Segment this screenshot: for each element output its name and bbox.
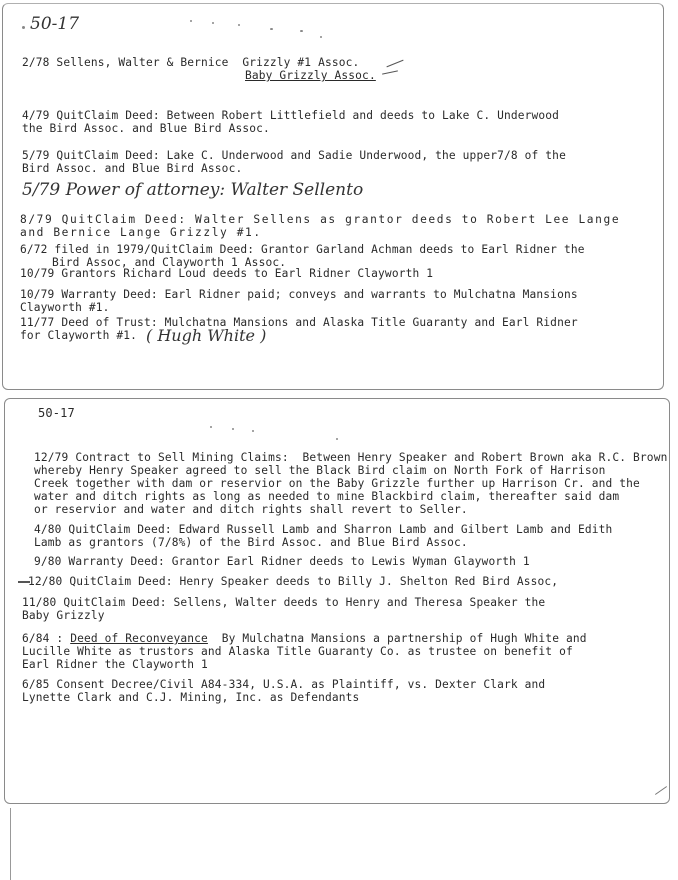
- entry-1979-quitclaim-underwood: 5/79 QuitClaim Deed: Lake C. Underwood and Sadie Underwood, the upper7/8 of the: [22, 149, 566, 162]
- entry-1980-warranty-ridner: 9/80 Warranty Deed: Grantor Earl Ridner deeds to Lewis Wyman Glayworth 1: [34, 555, 530, 568]
- entry-1977-deed-of-trust: 11/77 Deed of Trust: Mulchatna Mansions and Alaska Title Guaranty and Earl Ridner: [20, 316, 578, 329]
- entry-1980-quitclaim-lamb-cont: Lamb as grantors (7/8%) of the Bird Assoc. and Blue Bird Assoc.: [34, 536, 468, 549]
- entry-1972-filed-1979-cont: Bird Assoc, and Clayworth 1 Assoc.: [52, 256, 287, 269]
- entry-1979-quitclaim-littlefield: 4/79 QuitClaim Deed: Between Robert Littlefield and deeds to Lake C. Underwood: [22, 109, 560, 122]
- entry-1978-sellens-cont: Baby Grizzly Assoc.: [245, 69, 376, 82]
- entry-1979-warranty-ridner-cont: Clayworth #1.: [20, 301, 110, 314]
- entry-1980-quitclaim-speaker: 12/80 QuitClaim Deed: Henry Speaker deeds to Billy J. Shelton Red Bird Assoc,: [28, 575, 559, 588]
- entry-1984-line-2: Lucille White as trustors and Alaska Title Guaranty Co. as trustee on benefit of: [22, 645, 573, 658]
- handwritten-power-of-attorney: 5/79 Power of attorney: Walter Sellento: [22, 180, 364, 200]
- entry-1984-title: Deed of Reconveyance: [70, 632, 208, 645]
- entry-1979-warranty-ridner: 10/79 Warranty Deed: Earl Ridner paid; conveys and warrants to Mulchatna Mansions: [20, 288, 578, 301]
- entry-1984-text: By Mulchatna Mansions a partnership of Hugh White and: [207, 632, 587, 645]
- entry-1979-grantors-loud: 10/79 Grantors Richard Loud deeds to Earl Ridner Clayworth 1: [20, 267, 434, 280]
- entry-1977-deed-of-trust-cont: for Clayworth #1.: [20, 329, 138, 342]
- entry-1984-line-3: Earl Ridner the Clayworth 1: [22, 658, 208, 671]
- handwritten-hugh-white: ( Hugh White ): [146, 326, 267, 345]
- entry-1972-filed-1979: 6/72 filed in 1979/QuitClaim Deed: Grantor Garland Achman deeds to Earl Ridner the: [20, 243, 585, 256]
- entry-1979-contract-sell-mining-claims: 12/79 Contract to Sell Mining Claims: Between Henry Speaker and Robert Brown aka R.C. Brown: [34, 451, 668, 464]
- card-top-file-number: 50-17: [30, 14, 80, 34]
- entry-1979-contract-line-3: Creek together with dam or reservior on the Baby Grizzle further up Harrison Cr. and the: [34, 477, 640, 490]
- entry-1979-contract-line-2: whereby Henry Speaker agreed to sell the Black Bird claim on North Fork of Harrison: [34, 464, 606, 477]
- entry-1985-consent-decree-cont: Lynette Clark and C.J. Mining, Inc. as Defendants: [22, 691, 360, 704]
- entry-1985-consent-decree: 6/85 Consent Decree/Civil A84-334, U.S.A. as Plaintiff, vs. Dexter Clark and: [22, 678, 546, 691]
- entry-1979-quitclaim-underwood-cont: Bird Assoc. and Blue Bird Assoc.: [22, 162, 243, 175]
- entry-1979-quitclaim-sellens-cont: and Bernice Lange Grizzly #1.: [20, 226, 262, 239]
- entry-1979-contract-line-5: or reservior and water and ditch rights shall revert to Seller.: [34, 503, 468, 516]
- entry-1984-date: 6/84 :: [22, 632, 71, 645]
- entry-1984-deed-of-reconveyance: [22, 632, 587, 645]
- entry-1979-quitclaim-littlefield-cont: the Bird Assoc. and Blue Bird Assoc.: [22, 122, 270, 135]
- entry-1979-contract-line-4: water and ditch rights as long as needed to mine Blackbird claim, thereafter said dam: [34, 490, 620, 503]
- entry-1979-quitclaim-sellens: 8/79 QuitClaim Deed: Walter Sellens as grantor deeds to Robert Lee Lange: [20, 213, 621, 226]
- entry-1980-quitclaim-sellens-cont: Baby Grizzly: [22, 609, 105, 622]
- entry-1978-sellens: 2/78 Sellens, Walter & Bernice Grizzly #1 Assoc.: [22, 56, 360, 69]
- card-bottom-file-number: 50-17: [38, 406, 75, 420]
- entry-1980-quitclaim-sellens: 11/80 QuitClaim Deed: Sellens, Walter deeds to Henry and Theresa Speaker the: [22, 596, 546, 609]
- entry-1980-quitclaim-lamb: 4/80 QuitClaim Deed: Edward Russell Lamb and Sharron Lamb and Gilbert Lamb and Edith: [34, 523, 613, 536]
